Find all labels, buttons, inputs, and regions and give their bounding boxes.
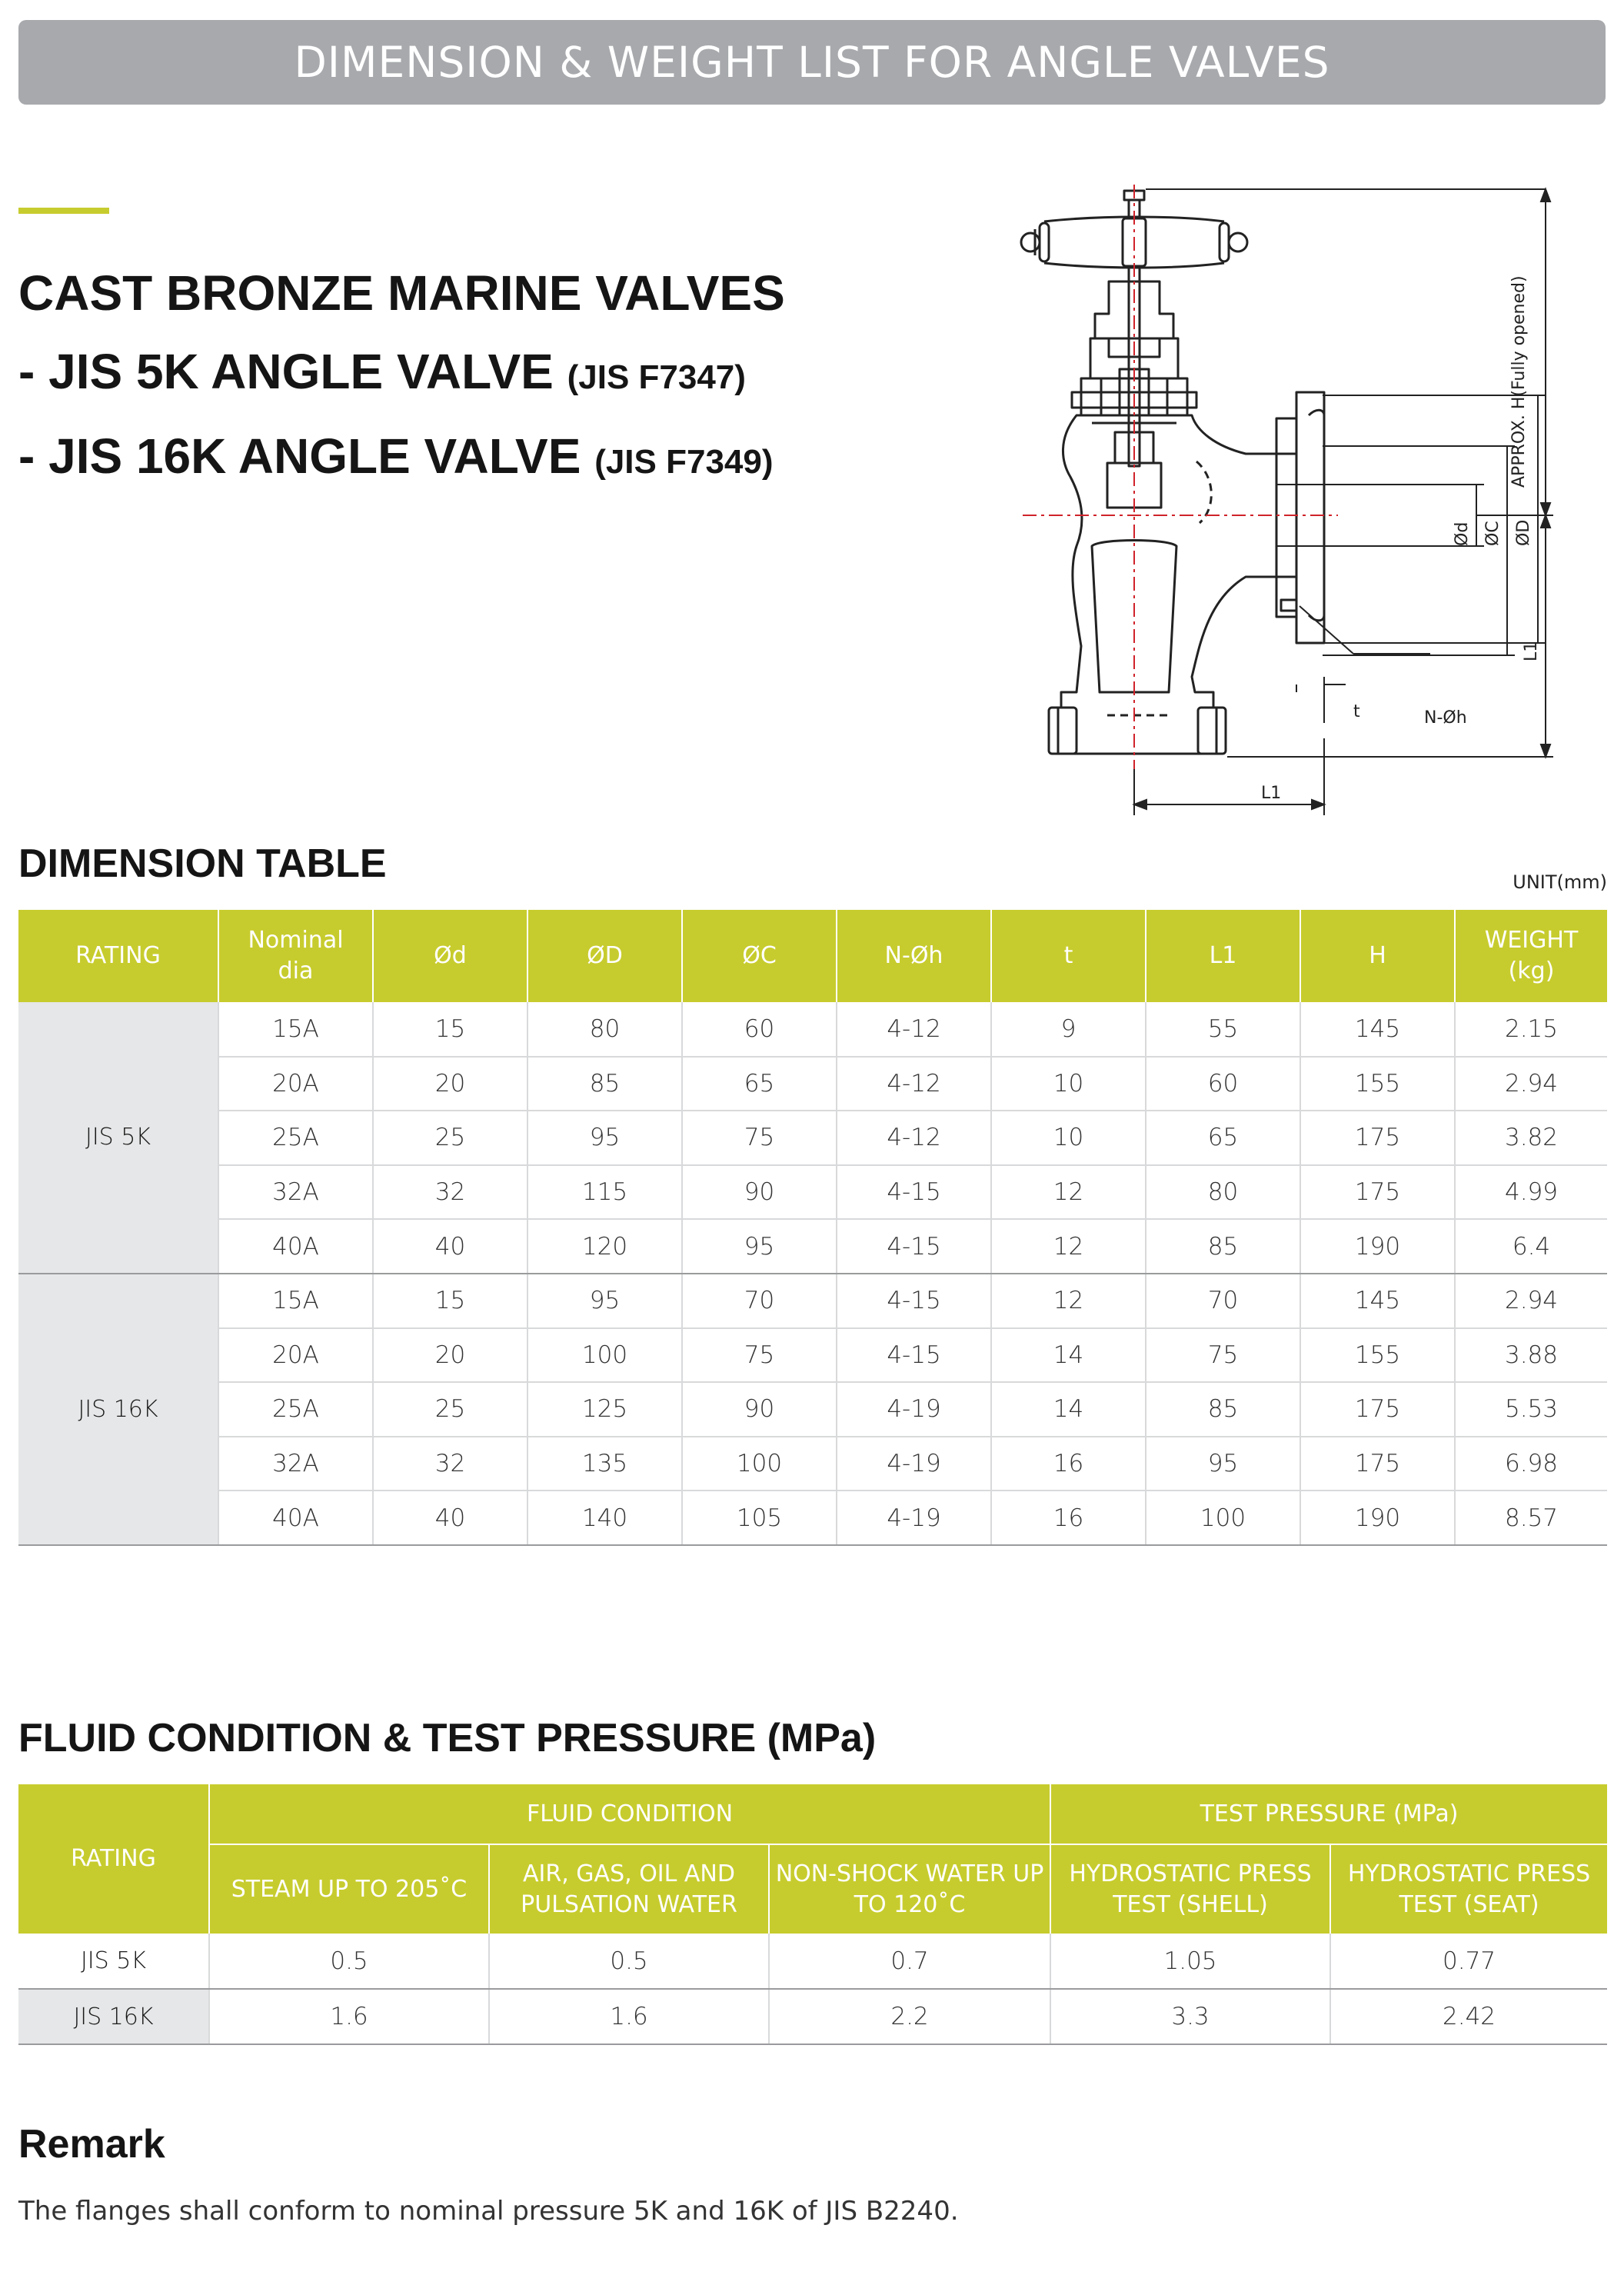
table-row [18, 1002, 1607, 1057]
table-cell: 2.15 [1455, 1002, 1607, 1057]
table-cell: 100 [682, 1437, 837, 1491]
table-row [18, 1219, 1607, 1274]
table-cell: 40A [218, 1219, 373, 1274]
table-cell: 65 [1146, 1111, 1300, 1165]
table-cell: 90 [682, 1165, 837, 1220]
label-t: t [1353, 702, 1360, 721]
table-cell: 75 [682, 1111, 837, 1165]
table-cell: 80 [1146, 1165, 1300, 1220]
table-cell: 32 [373, 1437, 527, 1491]
dimension-header-row [18, 910, 1607, 1002]
table-cell: 100 [527, 1328, 682, 1383]
valve-body [1058, 415, 1296, 754]
fluid-header-row-1 [18, 1784, 1607, 1844]
table-cell: 4-12 [837, 1002, 991, 1057]
table-cell: 16 [991, 1437, 1146, 1491]
table-row [18, 1934, 1607, 1989]
table-cell: 4-12 [837, 1057, 991, 1111]
label-d: Ød [1453, 521, 1472, 546]
table-cell: 10 [991, 1111, 1146, 1165]
table-cell: 0.5 [209, 1934, 489, 1989]
fluid-header-steam: STEAM UP TO 205˚C [209, 1844, 489, 1934]
dimension-table [18, 910, 1607, 1546]
product-title [18, 254, 785, 501]
table-cell: 175 [1300, 1437, 1455, 1491]
accent-bar [18, 208, 109, 214]
table-cell: 95 [682, 1219, 837, 1274]
table-cell: 75 [682, 1328, 837, 1383]
table-cell: 70 [1146, 1274, 1300, 1328]
fluid-header-air-gas: AIR, GAS, OIL AND PULSATION WATER [489, 1844, 769, 1934]
header-C: ØC [682, 910, 837, 1002]
table-cell: 65 [682, 1057, 837, 1111]
drawing-labels [1261, 275, 1541, 803]
table-cell: 3.3 [1050, 1989, 1330, 2044]
table-cell: 14 [991, 1328, 1146, 1383]
table-cell: 105 [682, 1491, 837, 1545]
table-cell: 145 [1300, 1002, 1455, 1057]
table-cell: 20A [218, 1328, 373, 1383]
table-cell: 15 [373, 1274, 527, 1328]
fluid-header-row-2 [18, 1844, 1607, 1934]
label-c: ØC [1483, 521, 1503, 546]
table-cell: 2.2 [769, 1989, 1050, 2044]
table-row [18, 1165, 1607, 1220]
table-cell: 85 [527, 1057, 682, 1111]
table-cell: 32A [218, 1165, 373, 1220]
header-d: Ød [373, 910, 527, 1002]
header-rating: RATING [18, 910, 218, 1002]
table-cell: 8.57 [1455, 1491, 1607, 1545]
table-cell: 125 [527, 1382, 682, 1437]
table-cell: 15A [218, 1274, 373, 1328]
table-cell: 15A [218, 1002, 373, 1057]
title-line-1: CAST BRONZE MARINE VALVES [18, 265, 785, 321]
title-line-2 [18, 332, 785, 417]
table-cell: 155 [1300, 1057, 1455, 1111]
rating-cell: JIS 5K [18, 1934, 209, 1989]
table-cell: 115 [527, 1165, 682, 1220]
table-cell: 32A [218, 1437, 373, 1491]
table-cell: 20 [373, 1057, 527, 1111]
table-cell: 120 [527, 1219, 682, 1274]
title-line-3 [18, 417, 785, 501]
table-cell: 60 [1146, 1057, 1300, 1111]
table-cell: 100 [1146, 1491, 1300, 1545]
header-D: ØD [527, 910, 682, 1002]
table-cell: 2.94 [1455, 1274, 1607, 1328]
table-cell: 20 [373, 1328, 527, 1383]
rating-cell: JIS 16K [18, 1274, 218, 1545]
table-cell: 70 [682, 1274, 837, 1328]
table-cell: 55 [1146, 1002, 1300, 1057]
table-cell: 85 [1146, 1219, 1300, 1274]
table-cell: 140 [527, 1491, 682, 1545]
unit-label: UNIT(mm) [1513, 871, 1607, 893]
table-cell: 60 [682, 1002, 837, 1057]
title-line-2-standard: (JIS F7347) [567, 358, 746, 396]
header-nominal-dia: Nominal dia [218, 910, 373, 1002]
label-D: ØD [1514, 519, 1533, 546]
table-cell: 12 [991, 1219, 1146, 1274]
header-t: t [991, 910, 1146, 1002]
table-cell: 3.88 [1455, 1328, 1607, 1383]
table-row [18, 1491, 1607, 1545]
table-cell: 20A [218, 1057, 373, 1111]
table-cell: 95 [527, 1274, 682, 1328]
table-cell: 12 [991, 1165, 1146, 1220]
table-cell: 4-15 [837, 1328, 991, 1383]
table-cell: 12 [991, 1274, 1146, 1328]
table-cell: 16 [991, 1491, 1146, 1545]
title-line-2-main: - JIS 5K ANGLE VALVE [18, 344, 554, 399]
table-cell: 95 [1146, 1437, 1300, 1491]
table-cell: 175 [1300, 1165, 1455, 1220]
table-cell: 135 [527, 1437, 682, 1491]
table-cell: 0.77 [1330, 1934, 1607, 1989]
table-cell: 175 [1300, 1111, 1455, 1165]
table-cell: 1.6 [209, 1989, 489, 2044]
table-cell: 175 [1300, 1382, 1455, 1437]
title-line-3-standard: (JIS F7349) [594, 443, 774, 481]
table-cell: 155 [1300, 1328, 1455, 1383]
table-cell: 4-12 [837, 1111, 991, 1165]
table-cell: 4-15 [837, 1165, 991, 1220]
table-cell: 80 [527, 1002, 682, 1057]
table-row [18, 1057, 1607, 1111]
header-n-h: N-Øh [837, 910, 991, 1002]
table-cell: 40A [218, 1491, 373, 1545]
table-cell: 2.94 [1455, 1057, 1607, 1111]
remark-text: The flanges shall conform to nominal pressure 5K and 16K of JIS B2240. [18, 2196, 959, 2227]
table-cell: 1.6 [489, 1989, 769, 2044]
table-cell: 15 [373, 1002, 527, 1057]
fluid-header-test-pressure: TEST PRESSURE (MPa) [1050, 1784, 1607, 1844]
dimension-table-heading: DIMENSION TABLE [18, 841, 387, 886]
table-cell: 32 [373, 1165, 527, 1220]
rating-cell: JIS 16K [18, 1989, 209, 2044]
table-cell: 4-19 [837, 1491, 991, 1545]
table-cell: 90 [682, 1382, 837, 1437]
fluid-header-fluid-condition: FLUID CONDITION [209, 1784, 1050, 1844]
table-cell: 14 [991, 1382, 1146, 1437]
table-row [18, 1328, 1607, 1383]
table-cell: 4-15 [837, 1219, 991, 1274]
table-row [18, 1989, 1607, 2044]
table-cell: 5.53 [1455, 1382, 1607, 1437]
label-l1-vertical: L1 [1522, 641, 1541, 661]
table-cell: 4.99 [1455, 1165, 1607, 1220]
table-cell: 2.42 [1330, 1989, 1607, 2044]
label-approx-height: APPROX. H(Fully opened) [1509, 275, 1529, 488]
table-cell: 6.98 [1455, 1437, 1607, 1491]
table-cell: 190 [1300, 1219, 1455, 1274]
table-cell: 40 [373, 1219, 527, 1274]
label-l1-horizontal: L1 [1261, 784, 1282, 803]
table-row [18, 1382, 1607, 1437]
table-cell: 10 [991, 1057, 1146, 1111]
rating-cell: JIS 5K [18, 1002, 218, 1274]
table-cell: 6.4 [1455, 1219, 1607, 1274]
label-n-h: N-Øh [1424, 708, 1467, 728]
header-weight: WEIGHT (kg) [1455, 910, 1607, 1002]
table-cell: 190 [1300, 1491, 1455, 1545]
table-cell: 3.82 [1455, 1111, 1607, 1165]
fluid-header-seat: HYDROSTATIC PRESS TEST (SEAT) [1330, 1844, 1607, 1934]
title-line-3-main: - JIS 16K ANGLE VALVE [18, 428, 581, 484]
table-row [18, 1111, 1607, 1165]
fluid-header-shell: HYDROSTATIC PRESS TEST (SHELL) [1050, 1844, 1330, 1934]
table-cell: 145 [1300, 1274, 1455, 1328]
table-row [18, 1274, 1607, 1328]
fluid-condition-table [18, 1784, 1607, 2045]
table-cell: 25A [218, 1111, 373, 1165]
angle-valve-drawing [1015, 185, 1584, 815]
table-cell: 25A [218, 1382, 373, 1437]
table-cell: 1.05 [1050, 1934, 1330, 1989]
fluid-header-rating: RATING [18, 1784, 209, 1934]
table-cell: 95 [527, 1111, 682, 1165]
table-cell: 0.5 [489, 1934, 769, 1989]
table-cell: 0.7 [769, 1934, 1050, 1989]
table-cell: 4-19 [837, 1382, 991, 1437]
remark-heading: Remark [18, 2122, 165, 2167]
table-cell: 25 [373, 1382, 527, 1437]
page-banner: DIMENSION & WEIGHT LIST FOR ANGLE VALVES [18, 20, 1606, 105]
header-l1: L1 [1146, 910, 1300, 1002]
table-row [18, 1437, 1607, 1491]
fluid-header-water: NON-SHOCK WATER UP TO 120˚C [769, 1844, 1050, 1934]
table-cell: 4-15 [837, 1274, 991, 1328]
fluid-table-heading: FLUID CONDITION & TEST PRESSURE (MPa) [18, 1716, 877, 1760]
side-flange [1276, 392, 1324, 643]
table-cell: 85 [1146, 1382, 1300, 1437]
table-cell: 25 [373, 1111, 527, 1165]
table-cell: 75 [1146, 1328, 1300, 1383]
table-cell: 9 [991, 1002, 1146, 1057]
table-cell: 40 [373, 1491, 527, 1545]
table-cell: 4-19 [837, 1437, 991, 1491]
header-h: H [1300, 910, 1455, 1002]
